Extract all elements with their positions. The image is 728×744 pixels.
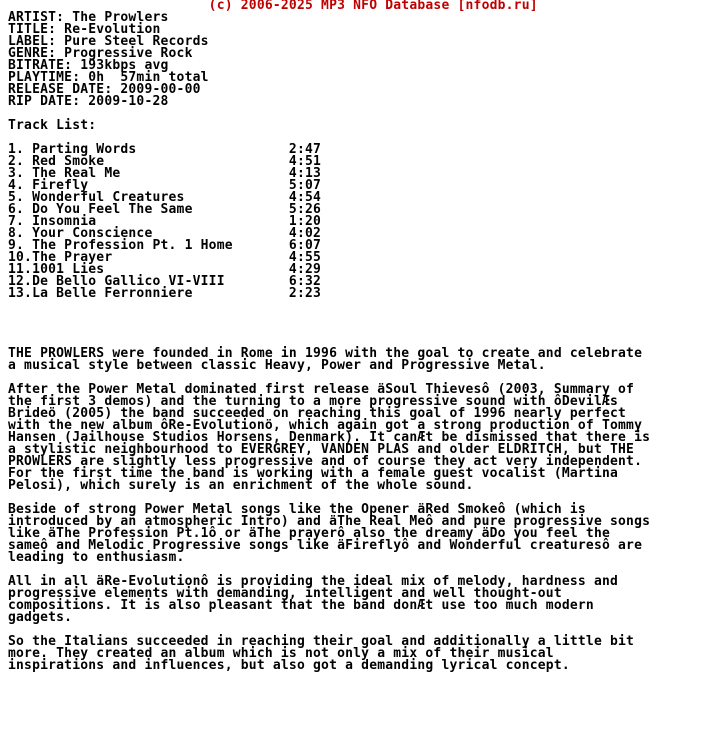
track-item: 2. Red Smoke 4:51 (8, 154, 322, 169)
review-paragraph-5-line: inspirations and influences, but also got a demanding lyrical concept. (8, 658, 570, 673)
review-paragraph-4-line: gadgets. (8, 610, 73, 625)
blank-line (8, 108, 650, 120)
review-paragraph-1-line: a musical style between classic Heavy, Power and Progressive Metal. (8, 358, 546, 373)
review-paragraph-5-line: more. They created an album which is not only a mix of their musical (8, 646, 554, 661)
review-paragraph-3-line: leading to enthusiasm. (8, 550, 185, 565)
track-item: 5. Wonderful Creatures 4:54 (8, 190, 322, 205)
track-item: 7. Insomnia 1:20 (8, 214, 322, 229)
copyright-header: (c) 2006-2025 MP3 NFO Database [nfodb.ru] (8, 0, 538, 13)
track-item: 12.De Bello Gallico VI-VIII 6:32 (8, 274, 322, 289)
track-item: 13.La Belle Ferronniere 2:23 (8, 286, 322, 301)
review-paragraph-4-line: progressive elements with demanding, intelligent and well thought-out (8, 586, 562, 601)
info-artist: ARTIST: The Prowlers (8, 10, 169, 25)
tracklist-title: Track List: (8, 118, 97, 133)
review-paragraph-3-line: introduced by an atmospheric Intro) and äThe Real Meô and pure progressive songs (8, 514, 651, 529)
review-paragraph-2-line: Hansen (Jailhouse Studios Horsens, Denmark). It canÆt be dismissed that there is (8, 430, 651, 445)
review-paragraph-5-line: So the Italians succeeded in reaching their goal and additionally a little bit (8, 634, 635, 649)
info-playtime: PLAYTIME: 0h 57min total (8, 70, 209, 85)
track-item: 6. Do You Feel The Same 5:26 (8, 202, 322, 217)
review-paragraph-2-line: PROWLERS are slightly less progressive and of course they act very independent. (8, 454, 643, 469)
review-paragraph-2-line: For the first time the band is working with a female guest vocalist (Martina (8, 466, 619, 481)
info-bitrate: BITRATE: 193kbps avg (8, 58, 169, 73)
review-paragraph-1-line: THE PROWLERS were founded in Rome in 1996 with the goal to create and celebrate (8, 346, 643, 361)
review-paragraph-2-line: with the new album ôRe-Evolutionö, which again got a strong production of Tommy (8, 418, 643, 433)
review-paragraph-3-line: Beside of strong Power Metal songs like the Opener äRed Smokeô (which is (8, 502, 586, 517)
track-item: 11.1001 Lies 4:29 (8, 262, 322, 277)
review-paragraph-2-line: After the Power Metal dominated first release äSoul Thievesô (2003, Summary of (8, 382, 635, 397)
nfo-document (8, 0, 650, 672)
track-item: 9. The Profession Pt. 1 Home 6:07 (8, 238, 322, 253)
info-label: LABEL: Pure Steel Records (8, 34, 209, 49)
info-genre: GENRE: Progressive Rock (8, 46, 193, 61)
blank-line (8, 324, 650, 336)
track-item: 3. The Real Me 4:13 (8, 166, 322, 181)
track-item: 8. Your Conscience 4:02 (8, 226, 322, 241)
review-paragraph-4-line: All in all äRe-Evolutionô is providing the ideal mix of melody, hardness and (8, 574, 619, 589)
info-rip-date: RIP DATE: 2009-10-28 (8, 94, 169, 109)
info-title: TITLE: Re-Evolution (8, 22, 161, 37)
review-paragraph-3-line: sameô and Melodic Progressive songs like äFireflyô and Wonderful creaturesô are (8, 538, 643, 553)
info-release-date: RELEASE DATE: 2009-00-00 (8, 82, 201, 97)
review-paragraph-2-line: Brideö (2005) the band succeeded on reaching this goal of 1996 nearly perfect (8, 406, 627, 421)
track-item: 4. Firefly 5:07 (8, 178, 322, 193)
review-paragraph-3-line: like äThe Profession Pt.1ô or äThe prayerô also the dreamy äDo you feel the (8, 526, 610, 541)
review-paragraph-2-line: Pelosi), which surely is an enrichment of the whole sound. (8, 478, 474, 493)
blank-line (8, 312, 650, 324)
blank-line (8, 300, 650, 312)
track-item: 1. Parting Words 2:47 (8, 142, 322, 157)
review-paragraph-2-line: a stylistic neighbourhood to EVERGREY, VANDEN PLAS and older ELDRITCH, but THE (8, 442, 635, 457)
review-paragraph-4-line: compositions. It is also pleasant that the band donÆt use too much modern (8, 598, 594, 613)
track-item: 10.The Prayer 4:55 (8, 250, 322, 265)
review-paragraph-2-line: the first 3 demos) and the turning to a more progressive sound with ôDevilÆs (8, 394, 619, 409)
